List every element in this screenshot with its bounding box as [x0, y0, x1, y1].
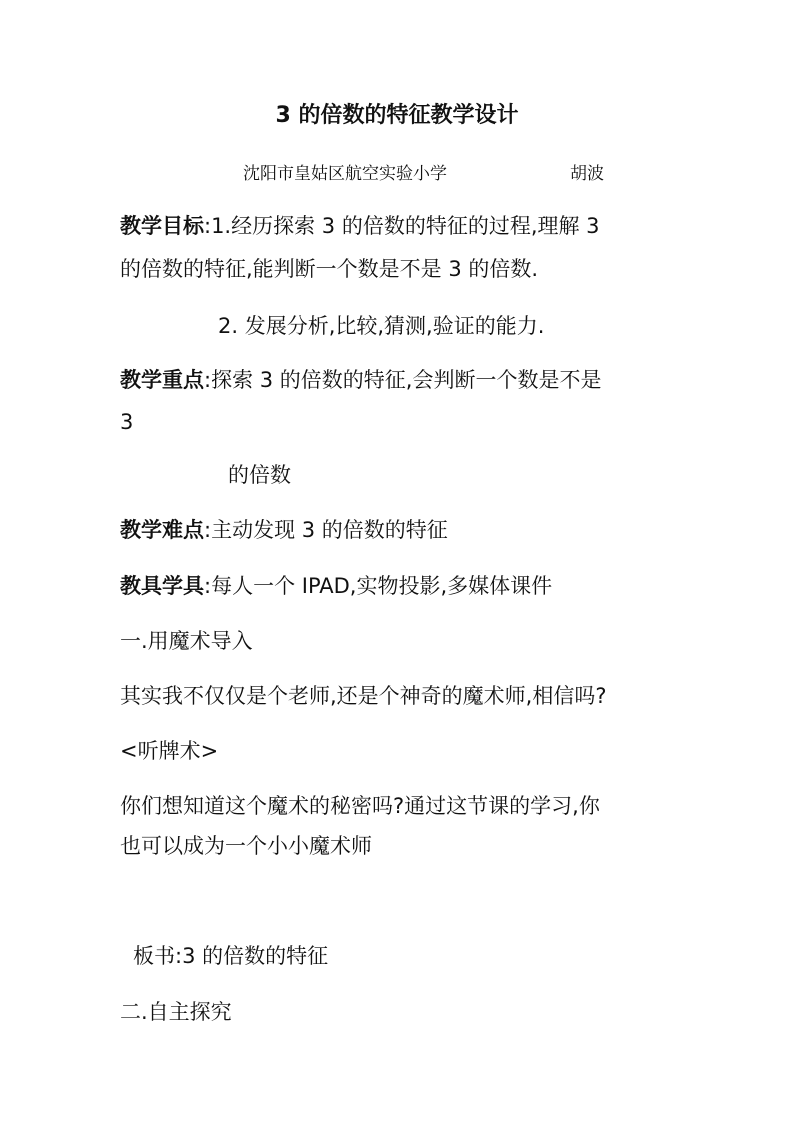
objectives-line-1: [120, 212, 600, 240]
tools-label: 教具学具: [120, 574, 204, 598]
author-school: 沈阳市皇姑区航空实验小学: [243, 164, 447, 184]
tools-line: [120, 572, 552, 600]
section-1-paragraph-3-line-1: 你们想知道这个魔术的秘密吗?通过这节课的学习,你: [120, 794, 600, 818]
difficulty-line: [120, 516, 448, 544]
key-points-line-3: 的倍数: [228, 463, 291, 487]
author-name: 胡波: [570, 164, 604, 184]
key-points-line-2: 3: [120, 410, 134, 434]
section-1-paragraph-2: <听牌术>: [120, 739, 219, 763]
document-title: 3 的倍数的特征教学设计: [275, 103, 519, 128]
section-1-paragraph-3-line-2: 也可以成为一个小小魔术师: [120, 834, 372, 858]
section-1-heading: 一.用魔术导入: [120, 629, 253, 653]
key-points-text: :探索 3 的倍数的特征,会判断一个数是不是: [204, 368, 602, 392]
section-1-paragraph-1: 其实我不仅仅是个老师,还是个神奇的魔术师,相信吗?: [120, 684, 607, 708]
objectives-item-2: 2. 发展分析,比较,猜测,验证的能力.: [218, 314, 545, 338]
board-writing: 板书:3 的倍数的特征: [133, 944, 329, 968]
key-points-label: 教学重点: [120, 368, 204, 392]
key-points-line-1: [120, 366, 601, 394]
section-2-heading: 二.自主探究: [120, 1000, 232, 1024]
objectives-line-2: 的倍数的特征,能判断一个数是不是 3 的倍数.: [120, 257, 539, 281]
difficulty-label: 教学难点: [120, 518, 204, 542]
objectives-item1-text: :1.经历探索 3 的倍数的特征的过程,理解 3: [204, 214, 600, 238]
difficulty-text: :主动发现 3 的倍数的特征: [204, 518, 448, 542]
tools-text: :每人一个 IPAD,实物投影,多媒体课件: [204, 574, 553, 598]
objectives-label: 教学目标: [120, 214, 204, 238]
